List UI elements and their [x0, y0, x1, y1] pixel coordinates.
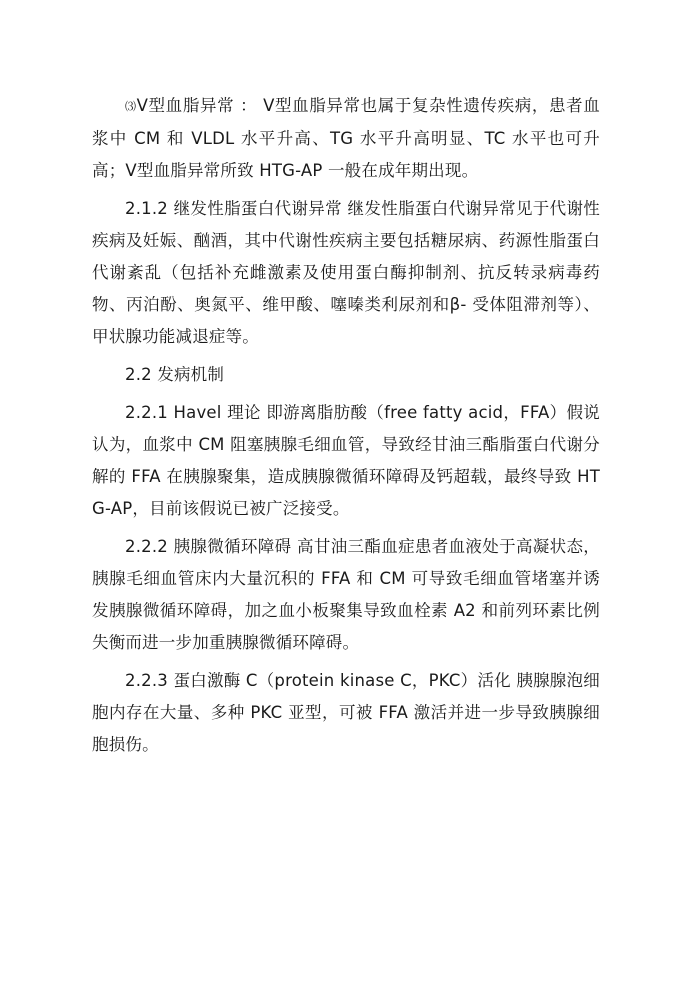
list-marker: ⑶: [125, 100, 137, 113]
paragraph-havel-theory: 2.2.1 Havel 理论 即游离脂肪酸（free fatty acid，FFA）假说认为，血浆中 CM 阻塞胰腺毛细血管，导致经甘油三酯脂蛋白代谢分解的 FFA 在胰腺聚集，造成胰腺微循环障碍及钙超载，最终导致 HTG-AP，目前该假说已被广泛接受。: [92, 403, 600, 518]
section-heading-pathogenesis: 2.2 发病机制: [125, 365, 225, 384]
paragraph-type5-hyperlipidemia: [92, 90, 600, 187]
paragraph-text: Ⅴ型血脂异常 ： Ⅴ型血脂异常也属于复杂性遗传疾病，患者血浆中 CM 和 VLDL 水平升高、TG 水平升高明显、TC 水平也可升高；Ⅴ型血脂异常所致 HTG-AP 一般在成年期出现。: [92, 96, 600, 180]
document-body: [92, 90, 600, 767]
paragraph-pkc-activation: 2.2.3 蛋白激酶 C（protein kinase C，PKC）活化 胰腺腺泡细胞内存在大量、多种 PKC 亚型，可被 FFA 激活并进一步导致胰腺细胞损伤。: [92, 671, 600, 754]
paragraph-secondary-lipoprotein-disorder: 2.1.2 继发性脂蛋白代谢异常 继发性脂蛋白代谢异常见于代谢性疾病及妊娠、酗酒，其中代谢性疾病主要包括糖尿病、药源性脂蛋白代谢紊乱（包括补充雌激素及使用蛋白酶抑制剂、抗反转录病毒药物、丙泊酚、奥氮平、维甲酸、噻嗪类利尿剂和β- 受体阻滞剂等）、甲状腺功能减退症等。: [92, 199, 600, 346]
paragraph-microcirculation-disorder: 2.2.2 胰腺微循环障碍 高甘油三酯血症患者血液处于高凝状态，胰腺毛细血管床内大量沉积的 FFA 和 CM 可导致毛细血管堵塞并诱发胰腺微循环障碍，加之血小板聚集导致血栓素 A2 和前列环素比例失衡而进一步加重胰腺微循环障碍。: [92, 537, 600, 652]
